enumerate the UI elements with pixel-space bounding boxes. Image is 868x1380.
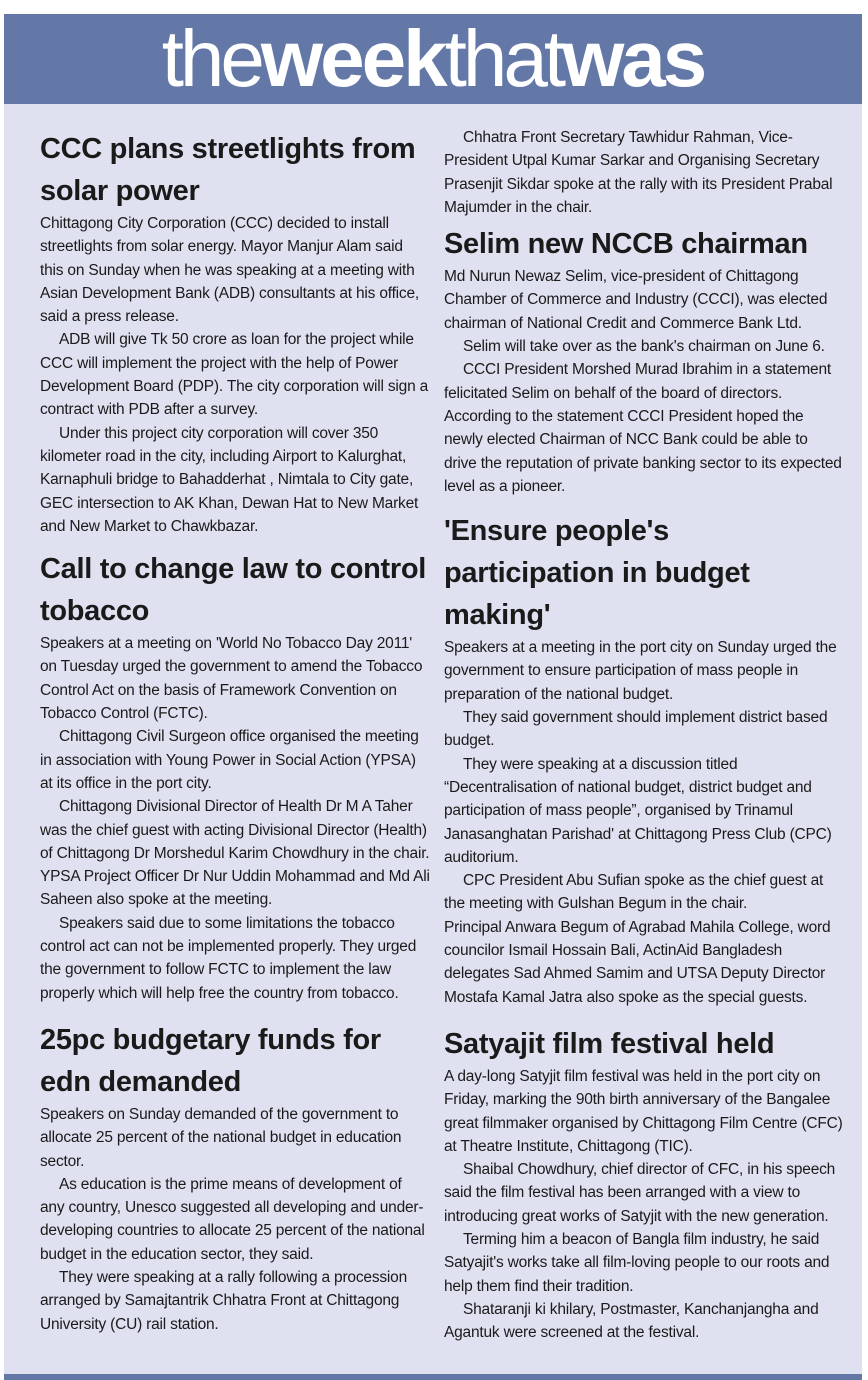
article-headline: Selim new NCCB chairman	[444, 228, 808, 261]
article-paragraph: Speakers at a meeting in the port city on Sunday urged the government to ensure participation of mass people in preparation of the national budget.	[444, 639, 837, 703]
article-paragraph: ADB will give Tk 50 crore as loan for the project while CCC will implement the project with the help of Power Development Board (PDP). The city corporation will sign a contract with PDB after a survey.	[40, 331, 429, 419]
article-headline: CCC plans streetlights from solar power	[40, 133, 416, 207]
article-headline: 'Ensure people's participation in budget making'	[444, 515, 750, 632]
masthead-that: that	[444, 14, 563, 103]
right-column	[444, 104, 844, 1344]
article-headline: 25pc budgetary funds for edn demanded	[40, 1023, 381, 1098]
article-paragraph: A day-long Satyjit film festival was held in the port city on Friday, marking the 90th birth anniversary of the Bangalee great filmmaker organised by Chittagong Film Centre (CFC) at Theatre Institute, Chittagong (TIC).	[444, 1067, 843, 1155]
article-paragraph: Principal Anwara Begum of Agrabad Mahila College, word councilor Ismail Hossain Bali, ActinAid Bangladesh delegates Sad Ahmed Samim and UTSA Deputy Director Mostafa Kamal Jatra also spoke as the special guests.	[444, 918, 831, 1006]
article-paragraph: Chhatra Front Secretary Tawhidur Rahman, Vice-President Utpal Kumar Sarkar and Organising Secretary Prasenjit Sikdar spoke at the rally with its President Prabal Majumder in the chair.	[444, 129, 833, 216]
article-nccb-chairman	[444, 223, 844, 498]
masthead-the: the	[161, 14, 261, 103]
article-paragraph: CPC President Abu Sufian spoke as the chief guest at the meeting with Gulshan Begum in the chair.	[444, 872, 824, 913]
article-paragraph: Shaibal Chowdhury, chief director of CFC, in his speech said the film festival has been arranged with a view to introducing great works of Satyjit with the new generation.	[444, 1161, 836, 1225]
article-satyajit-festival	[444, 1023, 844, 1345]
article-paragraph: They were speaking at a rally following a procession arranged by Samajtantrik Chhatra Front at Chittagong University (CU) rail station.	[40, 1268, 408, 1333]
article-education-budget	[40, 1019, 430, 1336]
article-paragraph: Selim will take over as the bank's chairman on June 6.	[463, 338, 825, 356]
article-paragraph: Shataranji ki khilary, Postmaster, Kanchanjangha and Agantuk were screened at the festival.	[444, 1300, 819, 1342]
article-headline: Call to change law to control tobacco	[40, 553, 427, 628]
article-paragraph: Chittagong Divisional Director of Health Dr M A Taher was the chief guest with acting Divisional Director (Health) of Chittagong Dr Morshedul Karim Chowdhury in the chair. YPSA Project Officer Dr Nur Uddin Mohammad and Md Ali Saheen also spoke at the meeting.	[40, 798, 430, 909]
article-paragraph: They said government should implement district based budget.	[444, 709, 828, 750]
article-streetlights	[40, 128, 430, 538]
article-headline: Satyajit film festival held	[444, 1027, 775, 1060]
bottom-border-bar	[4, 1374, 862, 1380]
article-paragraph: According to the statement CCCI President hoped the newly elected Chairman of NCC Bank could be able to drive the reputation of private banking sector to its expected level as a pioneer.	[444, 407, 842, 495]
masthead-week: week	[260, 14, 445, 103]
article-paragraph: Terming him a beacon of Bangla film industry, he said Satyajit's works take all film-loving people to our roots and help them find their tradition.	[444, 1230, 830, 1295]
article-paragraph: Md Nurun Newaz Selim, vice-president of Chittagong Chamber of Commerce and Industry (CCCI), was elected chairman of National Credit and Commerce Bank Ltd.	[444, 268, 828, 332]
article-paragraph: Chittagong City Corporation (CCC) decided to install streetlights from solar energy. Mayor Manjur Alam said this on Sunday when he was speaking at a meeting with Asian Development Bank (ADB) consultants at his office, said a press release.	[40, 215, 419, 326]
article-paragraph: As education is the prime means of development of any country, Unesco suggested all developing and under-developing countries to allocate 25 percent of the national budget in the education sector, they said.	[40, 1175, 425, 1263]
article-paragraph: Speakers said due to some limitations the tobacco control act can not be implemented properly. They urged the government to follow FCTC to implement the law properly which will help free the country from tobacco.	[40, 914, 417, 1002]
article-budget-participation	[444, 510, 844, 1009]
masthead-banner	[4, 14, 862, 104]
article-paragraph: Under this project city corporation will cover 350 kilometer road in the city, including Airport to Kalurghat, Karnaphuli bridge to Bahadderhat , Nimtala to City gate, GEC intersection to AK Khan, Dewan Hat to New Market and New Market to Chawkbazar.	[40, 424, 419, 535]
article-paragraph: Speakers at a meeting on 'World No Tobacco Day 2011' on Tuesday urged the government to amend the Tobacco Control Act on the basis of Framework Convention on Tobacco Control (FCTC).	[40, 635, 423, 723]
left-column	[40, 104, 430, 1336]
article-education-budget-continued	[444, 126, 844, 219]
article-paragraph: CCCI President Morshed Murad Ibrahim in a statement felicitated Selim on behalf of the board of directors.	[444, 361, 831, 402]
article-paragraph: They were speaking at a discussion titled “Decentralisation of national budget, district budget and participation of mass people”, organised by Trinamul Janasanghatan Parishad' at Chittagong Press Club (CPC) auditorium.	[444, 755, 832, 866]
article-tobacco	[40, 548, 430, 1005]
article-paragraph: Speakers on Sunday demanded of the government to allocate 25 percent of the national budget in education sector.	[40, 1105, 402, 1170]
content-area	[4, 104, 862, 1376]
masthead-was: was	[562, 14, 705, 103]
article-paragraph: Chittagong Civil Surgeon office organised the meeting in association with Young Power in Social Action (YPSA) at its office in the port city.	[40, 728, 419, 792]
